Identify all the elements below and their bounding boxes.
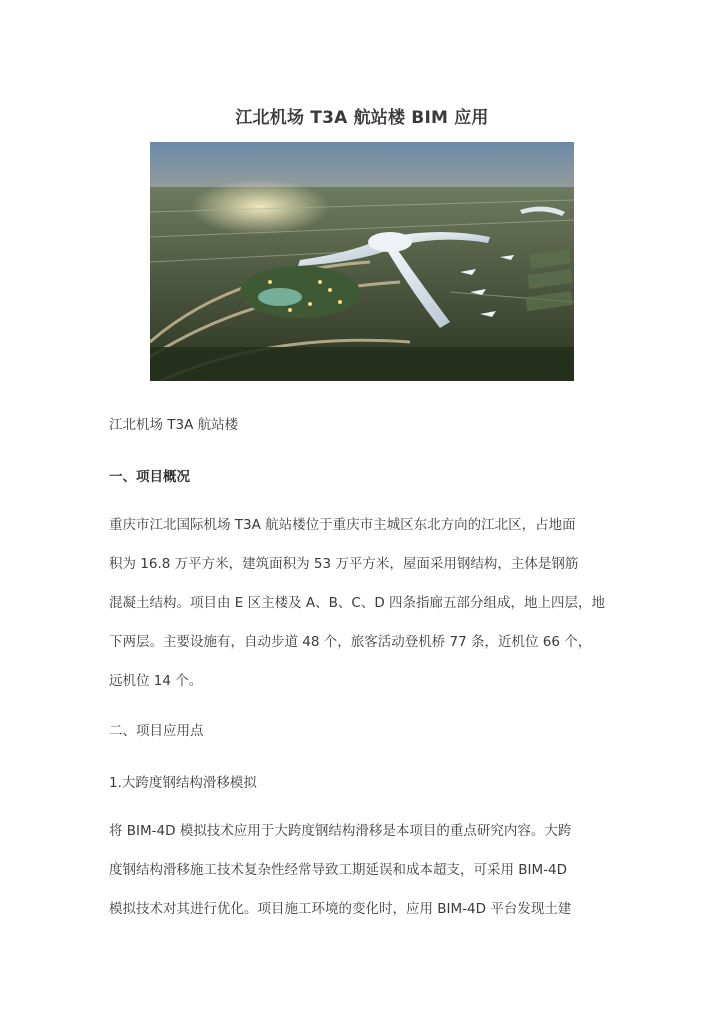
paragraph-line: 模拟技术对其进行优化。项目施工环境的变化时，应用 BIM-4D 平台发现土建 (109, 901, 572, 917)
subsection-heading-steel-sliding: 1.大跨度钢结构滑移模拟 (109, 775, 257, 791)
overview-paragraph (109, 515, 619, 710)
paragraph-line: 重庆市江北国际机场 T3A 航站楼位于重庆市主城区东北方向的江北区，占地面 (109, 517, 576, 533)
steel-sliding-paragraph (109, 821, 619, 938)
paragraph-line: 将 BIM-4D 模拟技术应用于大跨度钢结构滑移是本项目的重点研究内容。大跨 (109, 823, 572, 839)
paragraph-line: 度钢结构滑移施工技术复杂性经常导致工期延误和成本超支，可采用 BIM-4D (109, 862, 568, 878)
section-heading-applications: 二、项目应用点 (109, 723, 204, 739)
paragraph-line: 混凝土结构。项目由 E 区主楼及 A、B、C、D 四条指廊五部分组成，地上四层，地 (109, 595, 606, 611)
section-heading-overview: 一、项目概况 (109, 469, 190, 485)
document-title: 江北机场 T3A 航站楼 BIM 应用 (235, 108, 489, 128)
paragraph-line: 远机位 14 个。 (109, 673, 203, 689)
paragraph-line: 积为 16.8 万平方米，建筑面积为 53 万平方米，屋面采用钢结构，主体是钢筋 (109, 556, 579, 572)
paragraph-line: 下两层。主要设施有，自动步道 48 个，旅客活动登机桥 77 条，近机位 66 个， (109, 634, 592, 650)
airport-rendering-image (150, 142, 574, 381)
figure-caption: 江北机场 T3A 航站楼 (109, 417, 239, 433)
